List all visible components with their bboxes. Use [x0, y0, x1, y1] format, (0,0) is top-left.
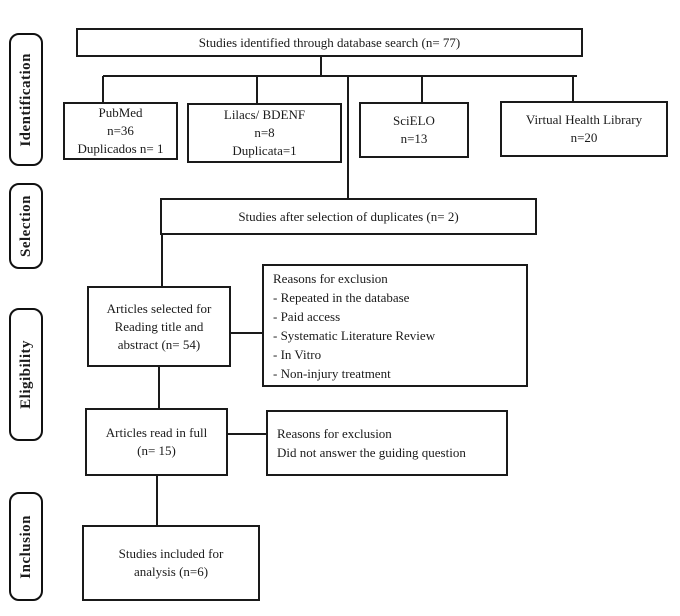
stage-box-inclusion — [9, 492, 43, 601]
box-text-line: Reading title and — [114, 318, 204, 334]
flow-box-after-duplicates — [160, 198, 537, 235]
connector-read-full-to-included — [156, 476, 158, 525]
box-text-line: Articles read in full — [105, 425, 208, 440]
flow-box-title-abstract-selection — [87, 286, 231, 367]
box-text-line: n=8 — [254, 125, 275, 140]
box-text-line: Reasons for exclusion — [277, 426, 392, 441]
stage-box-eligibility — [9, 308, 43, 441]
connector-top-box-to-rail — [320, 55, 322, 76]
box-text-line: n=36 — [107, 123, 134, 138]
box-text-line: Did not answer the guiding question — [277, 445, 466, 460]
box-text-line: (n= 15) — [137, 443, 176, 458]
stage-box-identification — [9, 33, 43, 166]
box-text-line: - Repeated in the database — [273, 289, 410, 305]
flow-box-scielo — [359, 102, 469, 158]
box-text-line: Studies identified through database search (n= 77) — [198, 34, 461, 50]
stage-box-selection — [9, 183, 43, 269]
box-text-line: Studies after selection of duplicates (n= 2) — [238, 208, 459, 224]
box-text-line: abstract (n= 54) — [117, 336, 201, 352]
flow-box-exclusion-reasons-full-text — [266, 410, 508, 476]
connector-title-abstract-to-read-full — [158, 367, 160, 408]
connector-rail-to-scielo — [421, 76, 423, 102]
connector-read-full-to-exclusion — [228, 433, 266, 435]
flow-box-pubmed — [63, 102, 178, 160]
box-text-line: Reasons for exclusion — [273, 270, 388, 286]
box-text-line: - In Vitro — [273, 346, 322, 362]
connector-title-abstract-to-exclusion — [231, 332, 262, 334]
box-text-line: Duplicados n= 1 — [77, 141, 164, 156]
box-text-line: PubMed — [98, 105, 143, 120]
stage-label-identification: Identification — [17, 52, 34, 147]
connector-rail-to-duplicates-box — [347, 76, 349, 198]
box-text-line: - Non-injury treatment — [273, 365, 391, 381]
stage-label-inclusion: Inclusion — [17, 514, 34, 579]
flow-box-exclusion-reasons-title-abstract — [262, 264, 528, 387]
flow-box-lilacs-bdenf — [187, 103, 342, 163]
stage-label-selection: Selection — [17, 195, 34, 257]
flow-box-studies-identified — [76, 28, 583, 57]
connector-rail-to-lilacs — [256, 76, 258, 103]
box-text-line: n=20 — [570, 130, 598, 145]
connector-rail-to-vhl — [572, 76, 574, 101]
flow-box-virtual-health-library — [500, 101, 668, 157]
connector-duplicates-to-title-abstract — [161, 235, 163, 286]
box-text-line: - Paid access — [273, 308, 341, 324]
box-text-line: Studies included for — [118, 546, 224, 561]
connector-horizontal-rail — [103, 75, 577, 77]
box-text-line: n=13 — [400, 131, 428, 146]
flow-box-read-in-full — [85, 408, 228, 476]
box-text-line: SciELO — [393, 113, 435, 128]
stage-label-eligibility: Eligibility — [17, 340, 34, 409]
box-text-line: analysis (n=6) — [133, 564, 209, 579]
connector-rail-to-pubmed — [102, 76, 104, 102]
box-text-line: Virtual Health Library — [525, 112, 643, 127]
box-text-line: Articles selected for — [106, 300, 212, 316]
box-text-line: Lilacs/ BDENF — [223, 107, 306, 122]
flow-box-included-for-analysis — [82, 525, 260, 601]
box-text-line: Duplicata=1 — [232, 143, 297, 158]
box-text-line: - Systematic Literature Review — [273, 327, 436, 343]
